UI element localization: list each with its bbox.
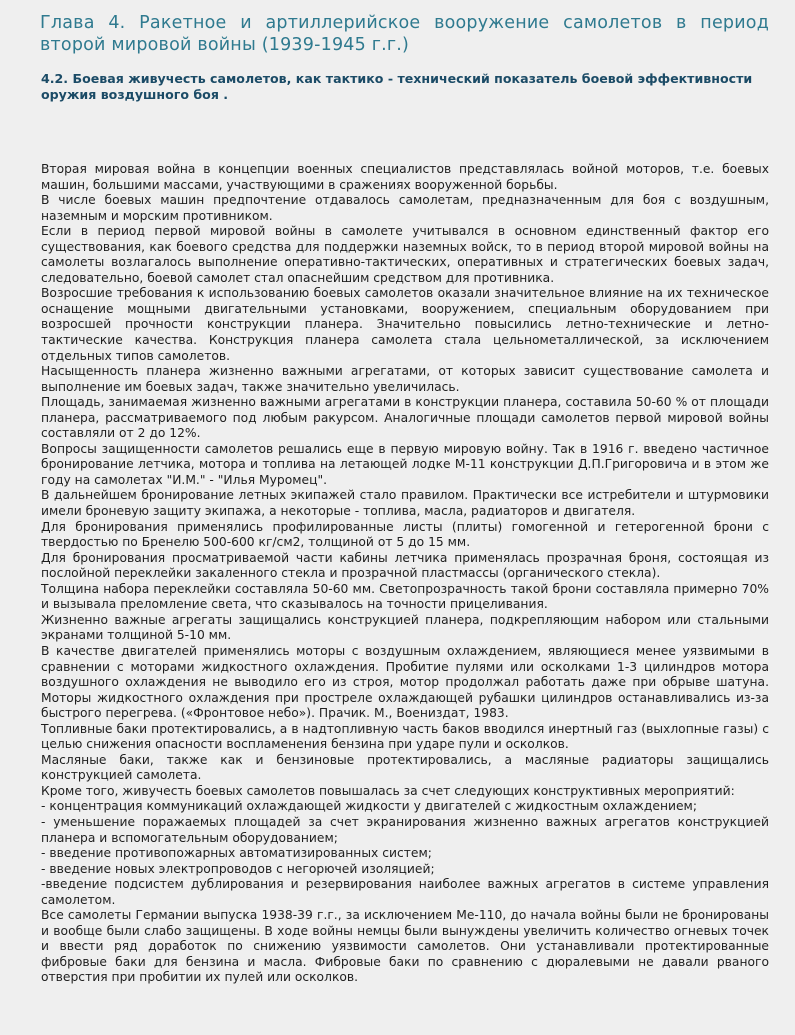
- paragraph: Вторая мировая война в концепции военных специалистов представлялась войной моторов, т.е. боевых машин, большими массами, участвующими в сражениях вооруженной борьбы.: [41, 162, 769, 192]
- paragraph: В дальнейшем бронирование летных экипажей стало правилом. Практически все истребители и штурмовики имели броневую защиту экипажа, а некоторые - топлива, масла, радиаторов и двигателя.: [41, 488, 769, 519]
- paragraph: Площадь, занимаемая жизненно важными агрегатами в конструкции планера, составила 50-60 % от площади планера, рассматриваемого под любым ракурсом. Аналогичные площади самолетов первой мировой войны составляли от 2 до 12%.: [41, 395, 769, 441]
- chapter-title: Глава 4. Ракетное и артиллерийское вооружение самолетов в период второй мировой войны (1939-1945 г.г.): [40, 13, 769, 55]
- article-body: [41, 162, 769, 986]
- list-item: - введение противопожарных автоматизированных систем;: [41, 846, 432, 861]
- paragraph: Все самолеты Германии выпуска 1938-39 г.г., за исключением Ме-110, до начала войны были не бронированы и вообще были слабо защищены. В ходе войны немцы были вынуждены увеличить количество огневых точек и ввести ряд доработок по снижению уязвимости самолетов. Они устанавливали протектированные фибровые баки для бензина и масла. Фибровые баки по сравнению с дюралевыми не давали рваного отверстия при пробитии их пулей или осколков.: [41, 908, 769, 985]
- paragraph: Вопросы защищенности самолетов решались еще в первую мировую войну. Так в 1916 г. введено частичное бронирование летчика, мотора и топлива на летающей лодке М-11 конструкции Д.П.Григоровича и в этом же году на самолетах "И.М." - "Илья Муромец".: [41, 441, 769, 487]
- paragraph: В числе боевых машин предпочтение отдавалось самолетам, предназначенным для боя с воздушным, наземным и морским противником.: [41, 193, 769, 223]
- paragraph: Возросшие требования к использованию боевых самолетов оказали значительное влияние на их техническое оснащение мощными двигательными установками, вооружением, специальным оборудованием при возросшей прочности конструкции планера. Значительно повысились летно-технические и летно-тактические качества. Конструкция планера самолета стала цельнометаллической, за исключением отдельных типов самолетов.: [41, 286, 769, 363]
- list-item: - введение новых электропроводов с негорючей изоляцией;: [41, 861, 435, 876]
- paragraph: Жизненно важные агрегаты защищались конструкцией планера, подкрепляющим набором или стальными экранами толщиной 5-10 мм.: [41, 612, 769, 643]
- paragraph: Для бронирования просматриваемой части кабины летчика применялась прозрачная броня, состоящая из послойной переклейки закаленного стекла и прозрачной пластмассы (органического стекла).: [41, 550, 769, 581]
- paragraph: Масляные баки, также как и бензиновые протектировались, а масляные радиаторы защищались конструкцией самолета.: [41, 752, 769, 783]
- paragraph: Топливные баки протектировались, а в надтопливную часть баков вводился инертный газ (выхлопные газы) с целью снижения опасности воспламенения бензина при ударе пули и осколков.: [41, 721, 769, 752]
- paragraph: Толщина набора переклейки составляла 50-60 мм. Светопрозрачность такой брони составляла примерно 70% и вызывала преломление света, что сказывалось на точности прицеливания.: [41, 581, 769, 612]
- paragraph: Для бронирования применялись профилированные листы (плиты) гомогенной и гетерогенной брони с твердостью по Бренелю 500-600 кг/см2, толщиной от 5 до 15 мм.: [41, 519, 769, 550]
- list-item: - концентрация коммуникаций охлаждающей жидкости у двигателей с жидкостным охлаждением;: [41, 799, 697, 814]
- paragraph: Кроме того, живучесть боевых самолетов повышалась за счет следующих конструктивных мероприятий:: [41, 783, 735, 798]
- list-item: - уменьшение поражаемых площадей за счет экранирования жизненно важных агрегатов конструкцией планера и вспомогательным оборудованием;: [41, 814, 769, 845]
- paragraph: В качестве двигателей применялись моторы с воздушным охлаждением, являющиеся менее уязвимыми в сравнении с моторами жидкостного охлаждения. Пробитие пулями или осколками 1-3 цилиндров мотора воздушного охлаждения не выводило его из строя, мотор продолжал работать даже при обрыве шатуна. Моторы жидкостного охлаждения при простреле охлаждающей рубашки цилиндров останавливались из-за быстрого перегрева. («Фронтовое небо»). Прачик. М., Воениздат, 1983.: [41, 643, 769, 721]
- section-title: 4.2. Боевая живучесть самолетов, как тактико - технический показатель боевой эффективности оружия воздушного боя .: [41, 71, 753, 102]
- paragraph: Насыщенность планера жизненно важными агрегатами, от которых зависит существование самолета и выполнение им боевых задач, также значительно увеличилась.: [41, 364, 769, 394]
- list-item: -введение подсистем дублирования и резервирования наиболее важных агрегатов в системе управления самолетом.: [41, 877, 769, 907]
- paragraph: Если в период первой мировой войны в самолете учитывался в основном единственный фактор его существования, как боевого средства для поддержки наземных войск, то в период второй мировой войны на самолеты возлагалось выполнение оперативно-тактических, оперативных и стратегических боевых задач, следовательно, боевой самолет стал опаснейшим средством для противника.: [41, 224, 769, 285]
